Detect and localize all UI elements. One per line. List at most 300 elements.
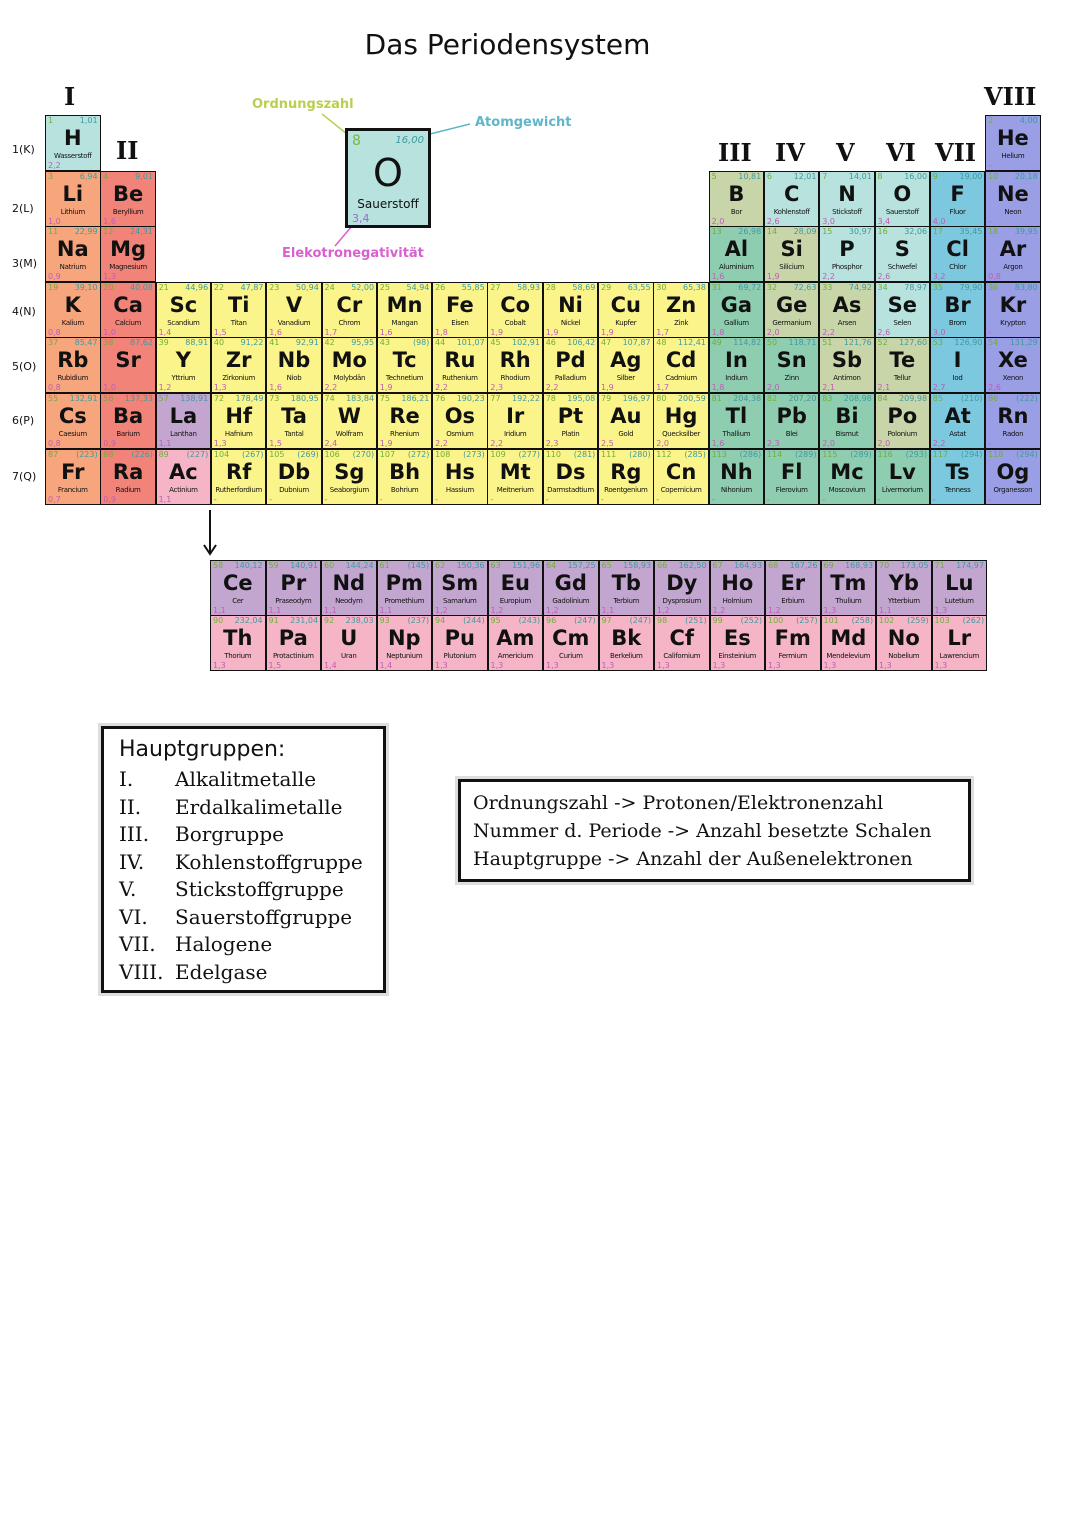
electronegativity: 1,3 bbox=[546, 660, 559, 670]
atomic-mass: 178,49 bbox=[235, 394, 264, 403]
atomic-number: 33 bbox=[822, 282, 833, 292]
period-label-5: 5(O) bbox=[12, 360, 37, 373]
element-name: Rutherfordium bbox=[215, 485, 262, 494]
element-name: Zink bbox=[674, 318, 689, 327]
element-symbol: Sg bbox=[334, 459, 365, 484]
atomic-number: 11 bbox=[48, 227, 59, 237]
element-cell-gd bbox=[543, 560, 599, 616]
element-name: Bismut bbox=[835, 430, 859, 438]
electronegativity: 2,1 bbox=[822, 383, 835, 393]
atomic-number: 90 bbox=[213, 615, 224, 625]
element-cell-ti bbox=[211, 282, 267, 338]
atomic-mass: 106,42 bbox=[567, 338, 596, 348]
atomic-mass: 78,97 bbox=[904, 282, 928, 292]
atomic-mass: 83,80 bbox=[1014, 282, 1038, 292]
atomic-number: 38 bbox=[103, 338, 114, 348]
electronegativity: 2,6 bbox=[877, 272, 891, 282]
element-symbol: Zn bbox=[666, 292, 697, 317]
electronegativity: 2,4 bbox=[324, 439, 338, 448]
electronegativity: 2,2 bbox=[435, 383, 448, 393]
atomic-number: 24 bbox=[324, 282, 335, 292]
element-name: Radon bbox=[1002, 430, 1024, 438]
element-symbol: W bbox=[337, 404, 361, 428]
element-name: Stickstoff bbox=[832, 207, 862, 216]
element-cell-cu bbox=[598, 282, 654, 338]
electronegativity: 1,9 bbox=[490, 327, 504, 337]
atomic-mass: (273) bbox=[463, 449, 485, 459]
element-name: Magnesium bbox=[109, 263, 147, 272]
element-cell-eu bbox=[488, 560, 544, 616]
element-name: Selen bbox=[893, 318, 912, 327]
atomic-number: 74 bbox=[324, 394, 335, 403]
element-name: Calcium bbox=[115, 318, 142, 327]
atomgewicht-line bbox=[430, 124, 470, 134]
element-symbol: Ac bbox=[169, 459, 198, 484]
electronegativity: - bbox=[656, 494, 660, 504]
element-symbol: V bbox=[285, 292, 303, 317]
element-name: Kalium bbox=[61, 318, 84, 327]
element-cell-es bbox=[710, 615, 766, 671]
atomic-mass: (257) bbox=[796, 615, 818, 625]
electronegativity: 2,7 bbox=[932, 383, 946, 393]
atomic-mass: 58,69 bbox=[572, 282, 596, 292]
atomic-number: 42 bbox=[324, 338, 335, 348]
element-cell-sn bbox=[764, 337, 820, 393]
atomic-mass: (289) bbox=[850, 449, 872, 459]
element-symbol: I bbox=[953, 348, 962, 373]
atomic-mass: (252) bbox=[740, 615, 763, 625]
element-symbol: Cn bbox=[665, 459, 697, 484]
electronegativity: 1,4 bbox=[158, 327, 172, 337]
element-cell-tc bbox=[377, 337, 433, 393]
atomic-number: 10 bbox=[988, 171, 999, 181]
electronegativity: 2,2 bbox=[932, 439, 946, 448]
element-cell-bk bbox=[599, 615, 655, 671]
element-name: Lithium bbox=[60, 207, 85, 216]
atomic-mass: (281) bbox=[573, 449, 596, 459]
element-cell-ru bbox=[432, 337, 488, 393]
electronegativity: 0,8 bbox=[988, 272, 1001, 282]
atomic-number: 21 bbox=[158, 282, 169, 292]
element-symbol: La bbox=[169, 404, 198, 428]
element-symbol: Ar bbox=[999, 237, 1027, 262]
atomic-number: 41 bbox=[269, 338, 280, 348]
element-symbol: Ds bbox=[555, 459, 586, 484]
element-cell-y bbox=[156, 337, 212, 393]
electronegativity: 1,3 bbox=[934, 606, 948, 615]
element-cell-al bbox=[709, 226, 765, 282]
electronegativity: 2,2 bbox=[822, 272, 835, 282]
period-label-7: 7(Q) bbox=[12, 470, 37, 483]
element-cell-nb bbox=[266, 337, 322, 393]
element-cell-i bbox=[930, 337, 986, 393]
element-name: Wolfram bbox=[335, 430, 363, 438]
element-cell-ge bbox=[764, 282, 820, 338]
electronegativity: 2,0 bbox=[822, 439, 835, 448]
element-cell-k bbox=[45, 282, 101, 338]
legend-item-label: Edelgase bbox=[175, 959, 268, 984]
electronegativity: - bbox=[988, 327, 991, 337]
atomic-mass: 55,85 bbox=[461, 282, 485, 292]
period-label-2: 2(L) bbox=[12, 202, 34, 215]
element-name: Hassium bbox=[445, 485, 474, 494]
electronegativity: - bbox=[822, 494, 826, 504]
element-cell-fe bbox=[432, 282, 488, 338]
element-name: Scandium bbox=[167, 318, 200, 327]
electronegativity: 1,6 bbox=[711, 439, 725, 448]
electronegativity: 2,3 bbox=[766, 439, 780, 448]
electronegativity: 2,3 bbox=[545, 439, 559, 448]
atomic-number: 93 bbox=[379, 615, 390, 625]
electronegativity: 2,2 bbox=[490, 439, 504, 448]
element-cell-ir bbox=[487, 393, 543, 449]
element-cell-fl bbox=[764, 449, 820, 505]
key-atomic-mass: 16,00 bbox=[395, 135, 424, 146]
element-symbol: Fm bbox=[774, 625, 811, 650]
atomic-mass: (294) bbox=[1016, 449, 1038, 459]
electronegativity: 1,8 bbox=[711, 327, 725, 337]
element-cell-db bbox=[266, 449, 322, 505]
key-label-atomgewicht: Atomgewicht bbox=[475, 115, 572, 130]
atomic-number: 31 bbox=[711, 282, 722, 292]
element-name: Xenon bbox=[1002, 374, 1024, 383]
legend-item-label: Alkalitmetalle bbox=[175, 767, 317, 791]
element-cell-rf bbox=[211, 449, 267, 505]
element-symbol: Nd bbox=[332, 571, 366, 595]
electronegativity: 3,0 bbox=[822, 216, 835, 226]
atomic-mass: 20,18 bbox=[1014, 171, 1038, 181]
electronegativity: 2,2 bbox=[822, 327, 835, 337]
element-name: Lawrencium bbox=[939, 651, 980, 660]
atomic-number: 87 bbox=[48, 449, 59, 459]
atomic-mass: 69,72 bbox=[738, 282, 762, 292]
element-symbol: Rn bbox=[997, 404, 1029, 428]
atomic-number: 51 bbox=[822, 338, 833, 348]
element-symbol: Bh bbox=[389, 459, 421, 484]
atomic-mass: 200,59 bbox=[677, 394, 706, 403]
element-cell-pd bbox=[543, 337, 599, 393]
element-cell-hf bbox=[211, 393, 267, 449]
element-symbol: As bbox=[832, 292, 862, 317]
element-symbol: C bbox=[783, 181, 800, 206]
key-label-elektronegativitaet: Elekotronegativität bbox=[282, 246, 424, 261]
atomic-number: 55 bbox=[48, 394, 59, 403]
element-symbol: Ti bbox=[227, 292, 250, 317]
atomic-number: 18 bbox=[988, 227, 999, 237]
atomic-number: 113 bbox=[711, 449, 727, 459]
element-cell-bh bbox=[377, 449, 433, 505]
element-name: Phosphor bbox=[831, 263, 863, 272]
electronegativity: - bbox=[490, 494, 494, 504]
element-name: Rhenium bbox=[390, 430, 420, 438]
element-symbol: Ru bbox=[444, 348, 476, 373]
legend-item-label: Sauerstoffgruppe bbox=[175, 904, 353, 929]
atomic-number: 78 bbox=[545, 394, 556, 403]
element-cell-ce bbox=[210, 560, 266, 616]
electronegativity: 1,2 bbox=[712, 606, 726, 615]
atomic-number: 16 bbox=[877, 227, 888, 237]
electronegativity: 1,7 bbox=[656, 327, 670, 337]
atomic-mass: 168,93 bbox=[845, 561, 874, 570]
element-cell-kr bbox=[985, 282, 1041, 338]
electronegativity: - bbox=[269, 494, 273, 504]
atomic-mass: 79,90 bbox=[959, 282, 983, 292]
notes-box bbox=[458, 779, 971, 882]
element-symbol: U bbox=[340, 625, 358, 650]
electronegativity: 0,9 bbox=[103, 439, 117, 448]
electronegativity: 2,2 bbox=[545, 383, 559, 393]
atomic-mass: 173,05 bbox=[900, 561, 929, 570]
element-cell-v bbox=[266, 282, 322, 338]
element-symbol: Rb bbox=[57, 348, 89, 373]
electronegativity: 1,3 bbox=[103, 272, 117, 282]
atomic-number: 63 bbox=[490, 561, 501, 570]
atomic-number: 104 bbox=[213, 449, 230, 459]
atomic-number: 58 bbox=[213, 561, 224, 570]
element-name: Nobelium bbox=[888, 651, 920, 660]
element-cell-sb bbox=[819, 337, 875, 393]
atomic-mass: 126,90 bbox=[954, 338, 983, 348]
element-name: Protactinium bbox=[272, 651, 314, 660]
atomic-number: 59 bbox=[268, 561, 279, 570]
element-name: Francium bbox=[57, 485, 88, 494]
atomic-number: 36 bbox=[988, 282, 999, 292]
atomic-mass: 30,97 bbox=[848, 227, 872, 237]
element-symbol: Pa bbox=[278, 625, 308, 650]
electronegativity: 1,0 bbox=[103, 327, 117, 337]
element-symbol: Sb bbox=[831, 348, 863, 373]
element-cell-hs bbox=[432, 449, 488, 505]
electronegativity: 1,1 bbox=[879, 606, 892, 615]
element-name: Caesium bbox=[58, 430, 87, 438]
element-symbol: Hf bbox=[225, 404, 253, 428]
atomic-mass: 151,96 bbox=[512, 561, 541, 570]
atomic-number: 111 bbox=[601, 449, 617, 459]
atomic-mass: 26,98 bbox=[738, 227, 762, 237]
atomic-mass: 140,91 bbox=[290, 561, 319, 570]
element-symbol: Co bbox=[500, 292, 531, 317]
element-symbol: Sn bbox=[776, 348, 807, 373]
electronegativity: 3,0 bbox=[932, 327, 946, 337]
atomic-mass: 209,98 bbox=[899, 394, 928, 403]
legend-item-number: II. bbox=[119, 794, 142, 819]
element-symbol: Nh bbox=[720, 459, 753, 484]
atomic-mass: 107,87 bbox=[622, 338, 651, 348]
element-symbol: Sc bbox=[169, 292, 198, 317]
element-symbol: Ni bbox=[558, 292, 583, 317]
element-cell-ds bbox=[543, 449, 599, 505]
element-cell-ga bbox=[709, 282, 765, 338]
atomic-number: 62 bbox=[435, 561, 446, 570]
element-cell-rh bbox=[487, 337, 543, 393]
element-name: Fluor bbox=[949, 207, 966, 216]
element-name: Titan bbox=[230, 318, 247, 327]
atomic-number: 32 bbox=[766, 282, 778, 292]
atomic-mass: 190,23 bbox=[456, 394, 485, 403]
electronegativity: 1,3 bbox=[823, 660, 837, 670]
electronegativity: - bbox=[545, 494, 549, 504]
element-name: Fermium bbox=[778, 651, 808, 660]
atomic-mass: (262) bbox=[962, 615, 985, 625]
atomic-number: 46 bbox=[545, 338, 556, 348]
element-symbol: Tb bbox=[611, 571, 641, 595]
atomic-mass: (258) bbox=[851, 615, 874, 625]
element-name: Cobalt bbox=[504, 318, 526, 327]
element-symbol: Yb bbox=[888, 571, 919, 595]
element-symbol: Ne bbox=[996, 181, 1029, 206]
element-name: Thorium bbox=[224, 651, 252, 660]
electronegativity: 1,3 bbox=[213, 383, 227, 393]
electronegativity: 2,0 bbox=[656, 439, 670, 448]
electronegativity: 1,3 bbox=[657, 660, 670, 670]
element-symbol: Fl bbox=[780, 459, 803, 484]
element-name: Dysprosium bbox=[662, 597, 702, 605]
electronegativity: 1,3 bbox=[934, 660, 948, 670]
electronegativity: - bbox=[711, 494, 715, 504]
element-symbol: Ga bbox=[720, 292, 753, 317]
atomic-mass: 127,60 bbox=[899, 338, 928, 348]
atomic-mass: (251) bbox=[685, 615, 707, 625]
atomic-mass: 72,63 bbox=[793, 282, 817, 292]
element-cell-ra bbox=[100, 449, 156, 505]
element-name: Seaborgium bbox=[329, 485, 369, 494]
element-cell-b bbox=[709, 171, 765, 227]
element-symbol: Kr bbox=[999, 292, 1027, 317]
element-symbol: Nb bbox=[277, 348, 311, 373]
element-symbol: Pm bbox=[385, 571, 423, 595]
atomic-number: 2 bbox=[988, 116, 994, 125]
element-symbol: Mc bbox=[830, 459, 864, 484]
element-name: Neon bbox=[1004, 207, 1022, 216]
element-name: Roentgenium bbox=[604, 485, 648, 494]
atomic-mass: 192,22 bbox=[511, 394, 540, 403]
element-symbol: Tc bbox=[392, 348, 417, 373]
element-symbol: Ce bbox=[222, 571, 253, 595]
atomic-number: 97 bbox=[601, 615, 612, 625]
electronegativity: 1,9 bbox=[379, 439, 393, 448]
element-name: Technetium bbox=[385, 374, 424, 383]
element-name: Tenness bbox=[944, 485, 971, 494]
group-label-2: II bbox=[116, 136, 139, 165]
element-name: Copernicium bbox=[660, 485, 702, 494]
element-cell-cf bbox=[654, 615, 710, 671]
group-label-4: IV bbox=[775, 138, 805, 167]
element-symbol: B bbox=[728, 181, 745, 206]
element-cell-lu bbox=[932, 560, 988, 616]
element-cell-dy bbox=[654, 560, 710, 616]
atomic-number: 14 bbox=[766, 227, 778, 237]
atomic-mass: 91,22 bbox=[240, 338, 264, 348]
atomic-mass: 208,98 bbox=[843, 394, 872, 403]
electronegativity: 2,2 bbox=[435, 439, 448, 448]
element-cell-co bbox=[487, 282, 543, 338]
element-name: Moscovium bbox=[828, 485, 866, 494]
element-symbol: Pb bbox=[776, 404, 807, 428]
electronegativity: 2,5 bbox=[601, 439, 614, 448]
element-symbol: Li bbox=[62, 181, 84, 206]
group-label-3: III bbox=[718, 138, 752, 167]
electronegativity: 1,1 bbox=[158, 439, 172, 448]
element-name: Actinium bbox=[169, 485, 198, 494]
electronegativity: 1,8 bbox=[435, 327, 448, 337]
element-name: Yttrium bbox=[171, 374, 196, 383]
element-name: Silber bbox=[616, 374, 635, 383]
legend-item-number: V. bbox=[119, 877, 137, 901]
electronegativity: 0,8 bbox=[48, 383, 61, 393]
atomic-number: 91 bbox=[268, 615, 279, 625]
element-name: Ytterbium bbox=[887, 597, 920, 605]
element-cell-ag bbox=[598, 337, 654, 393]
element-name: Flerovium bbox=[775, 485, 808, 494]
legend-item-label: Kohlenstoffgruppe bbox=[175, 849, 363, 874]
atomic-number: 13 bbox=[711, 227, 722, 237]
element-symbol: Rf bbox=[226, 459, 252, 484]
element-cell-ar bbox=[985, 226, 1041, 282]
element-cell-no bbox=[876, 615, 932, 671]
element-cell-in bbox=[709, 337, 765, 393]
element-name: Hafnium bbox=[224, 430, 253, 438]
element-symbol: Bi bbox=[835, 404, 859, 428]
element-name: Iridium bbox=[503, 430, 527, 438]
atomic-number: 40 bbox=[213, 338, 225, 348]
element-cell-th bbox=[210, 615, 266, 671]
electronegativity: - bbox=[435, 494, 438, 504]
electronegativity: 1,1 bbox=[379, 606, 393, 615]
element-symbol: At bbox=[944, 404, 971, 428]
element-symbol: Si bbox=[780, 237, 803, 262]
atomic-mass: 92,91 bbox=[295, 338, 319, 348]
element-cell-la bbox=[156, 393, 212, 449]
atomic-number: 100 bbox=[768, 615, 784, 625]
atomic-number: 17 bbox=[932, 227, 943, 237]
atomic-number: 3 bbox=[48, 171, 54, 181]
element-cell-mo bbox=[322, 337, 378, 393]
atomic-mass: 52,00 bbox=[351, 282, 375, 292]
atomic-number: 5 bbox=[711, 171, 717, 181]
atomic-number: 70 bbox=[879, 561, 890, 570]
element-cell-cs bbox=[45, 393, 101, 449]
atomic-number: 57 bbox=[158, 394, 169, 403]
element-symbol: Lu bbox=[945, 571, 974, 595]
atomic-number: 27 bbox=[490, 282, 501, 292]
atomic-mass: 144,24 bbox=[345, 561, 374, 570]
element-name: Uran bbox=[341, 651, 357, 660]
atomic-number: 114 bbox=[766, 449, 783, 459]
element-cell-cl bbox=[930, 226, 986, 282]
atomic-mass: 24,31 bbox=[129, 227, 153, 237]
element-name: Bohrium bbox=[390, 485, 419, 494]
electronegativity: 1,1 bbox=[268, 606, 282, 615]
atomic-number: 82 bbox=[766, 394, 778, 403]
atomic-mass: 87,62 bbox=[129, 338, 153, 348]
atomic-number: 50 bbox=[766, 338, 778, 348]
element-cell-ho bbox=[710, 560, 766, 616]
element-symbol: Eu bbox=[500, 571, 530, 595]
legend-item-number: I. bbox=[119, 767, 134, 791]
atomic-mass: 65,38 bbox=[682, 282, 706, 292]
atomic-number: 4 bbox=[103, 171, 109, 181]
element-cell-p bbox=[819, 226, 875, 282]
atomic-mass: 28,09 bbox=[793, 227, 817, 237]
atomic-mass: (293) bbox=[905, 449, 928, 459]
atomic-number: 47 bbox=[601, 338, 612, 348]
atomic-number: 108 bbox=[435, 449, 451, 459]
atomic-mass: 44,96 bbox=[185, 282, 209, 292]
element-cell-ta bbox=[266, 393, 322, 449]
element-name: Rubidium bbox=[57, 374, 89, 383]
atomic-mass: 112,41 bbox=[677, 338, 706, 348]
electronegativity: 1,3 bbox=[490, 660, 504, 670]
